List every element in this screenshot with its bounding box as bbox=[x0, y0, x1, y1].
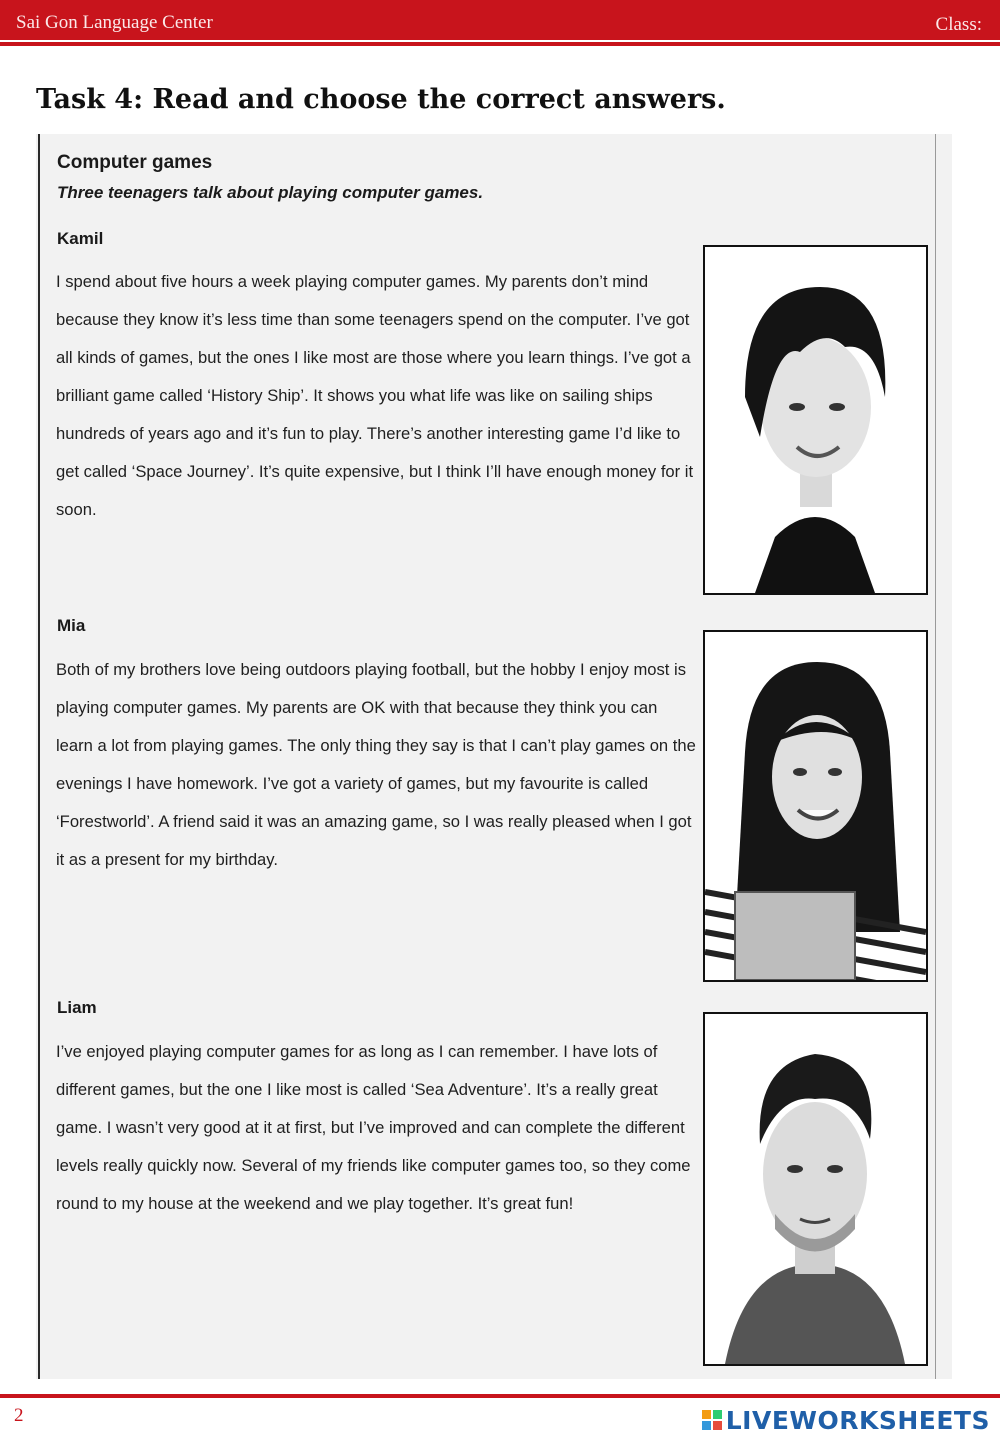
mia-photo bbox=[703, 630, 928, 982]
girl-portrait-icon bbox=[705, 632, 926, 980]
section-text-liam: I’ve enjoyed playing computer games for as long as I can remember. I have lots of different games, but the one I like most is called ‘Sea Adventure’. It’s a really great game. I wasn’t very good at it at first, but I’ve improved and can complete the different levels really quickly now. Several of my friends like computer games too, so they come round to my house at the weekend and we play together. It’s great fun! bbox=[56, 1042, 691, 1213]
section-name-mia: Mia bbox=[57, 616, 86, 635]
class-label: Class: bbox=[935, 14, 982, 35]
boy-portrait-icon bbox=[705, 247, 926, 593]
article-title: Computer games bbox=[57, 152, 213, 173]
page-header bbox=[0, 0, 1000, 40]
kamil-photo bbox=[703, 245, 928, 595]
task-title: Task 4: Read and choose the correct answers. bbox=[36, 84, 726, 115]
liveworksheets-logo-icon bbox=[702, 1410, 722, 1430]
header-divider bbox=[0, 42, 1000, 46]
footer-divider bbox=[0, 1394, 1000, 1398]
center-name: Sai Gon Language Center bbox=[16, 12, 213, 33]
section-text-mia: Both of my brothers love being outdoors playing football, but the hobby I enjoy most is playing computer games. My parents are OK with that because they think you can learn a lot from playing games. The only thing they say is that I can’t play games on the evenings I have homework. I’ve got a variety of games, but my favourite is called ‘Forestworld’. A friend said it was an amazing game, so I was really pleased when I got it as a present for my birthday. bbox=[56, 660, 696, 869]
liam-photo bbox=[703, 1012, 928, 1366]
article-subtitle: Three teenagers talk about playing computer games. bbox=[57, 183, 484, 202]
page-number: 2 bbox=[14, 1405, 24, 1426]
liveworksheets-logo[interactable] bbox=[702, 1405, 990, 1435]
scan-left-border bbox=[38, 134, 40, 1379]
section-text-kamil: I spend about five hours a week playing computer games. My parents don’t mind because they know it’s less time than some teenagers spend on the computer. I’ve got all kinds of games, but the ones I like most are those where you learn things. I’ve got a brilliant game called ‘History Ship’. It shows you what life was like on sailing ships hundreds of years ago and it’s fun to play. There’s another interesting game I’d like to get called ‘Space Journey’. It’s quite expensive, but I think I’ll have enough money for it soon. bbox=[56, 272, 694, 519]
brand-name: LIVEWORKSHEETS bbox=[725, 1405, 990, 1435]
section-name-kamil: Kamil bbox=[57, 229, 104, 248]
section-name-liam: Liam bbox=[57, 998, 97, 1017]
scan-right-border bbox=[935, 134, 936, 1379]
young-man-portrait-icon bbox=[705, 1014, 926, 1364]
